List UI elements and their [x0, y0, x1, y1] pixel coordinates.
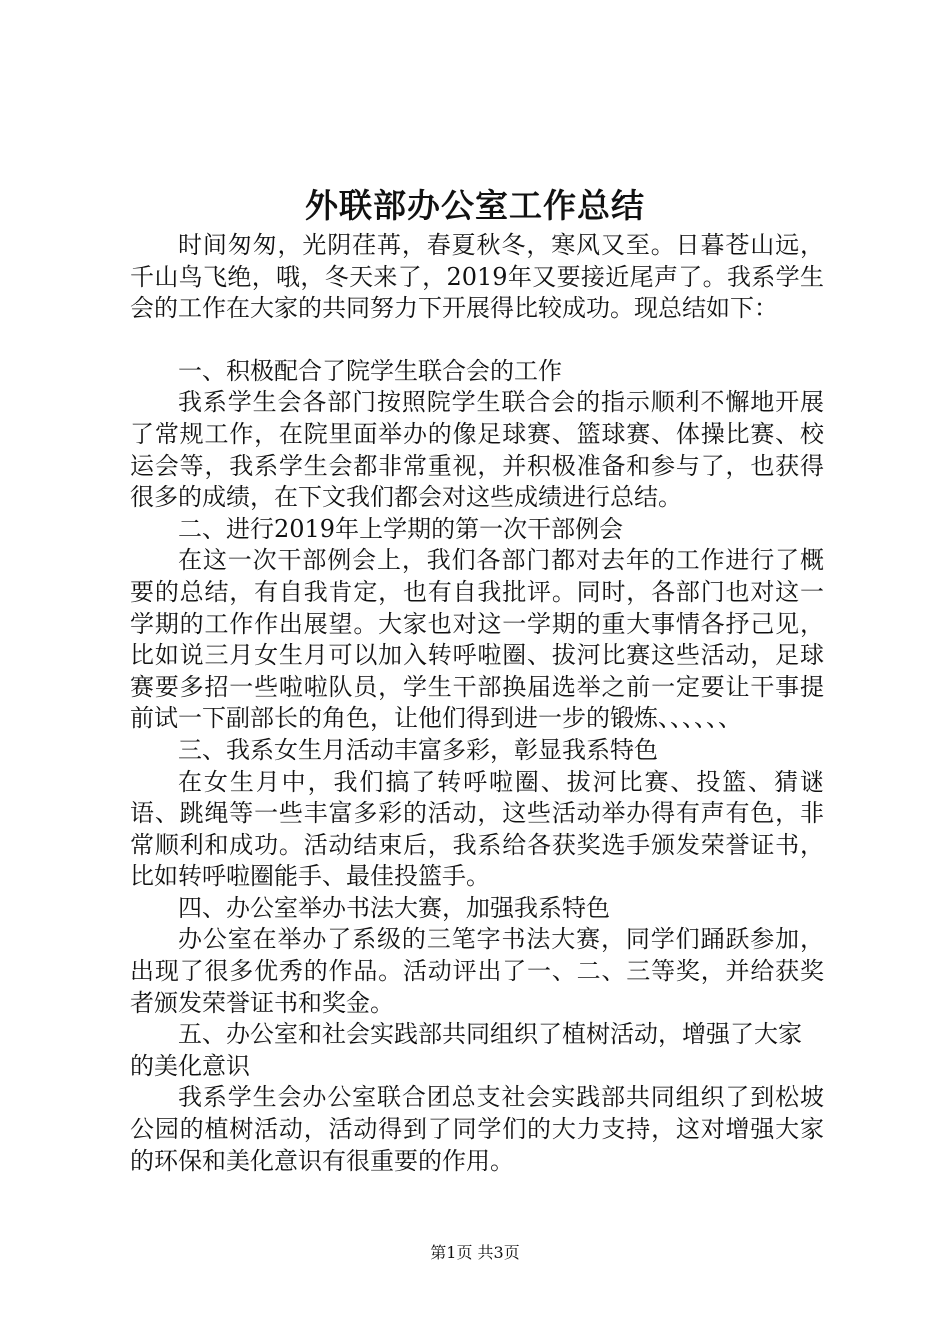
section-2-paragraph: 在这一次干部例会上，我们各部门都对去年的工作进行了概要的总结，有自我肯定，也有自我批评。同时，各部门也对这一学期的工作作出展望。大家也对这一学期的重大事情各抒己见，比如说三月女生月可以加入转呼啦圈、拔河比赛这些活动，足球赛要多招一些啦啦队员，学生干部换届选举之前一定要让干事提前试一下副部长的角色，让他们得到进一步的锻炼、、、、、、: [130, 546, 824, 733]
section-3-paragraph: 在女生月中，我们搞了转呼啦圈、拔河比赛、投篮、猜谜语、跳绳等一些丰富多彩的活动，这些活动举办得有声有色，非常顺利和成功。活动结束后，我系给各获奖选手颁发荣誉证书，比如转呼啦圈能手、最佳投篮手。: [130, 767, 824, 891]
page-number-footer: 第1页 共3页: [430, 1243, 520, 1262]
document-body: [130, 230, 824, 1177]
section-4-paragraph: 办公室在举办了系级的三笔字书法大赛，同学们踊跃参加，出现了很多优秀的作品。活动评出了一、二、三等奖，并给获奖者颁发荣誉证书和奖金。: [130, 925, 824, 1017]
section-1-paragraph: 我系学生会各部门按照院学生联合会的指示顺利不懈地开展了常规工作，在院里面举办的像足球赛、篮球赛、体操比赛、校运会等，我系学生会都非常重视，并积极准备和参与了，也获得很多的成绩，在下文我们都会对这些成绩进行总结。: [130, 388, 824, 512]
section-5-heading: 五、办公室和社会实践部共同组织了植树活动，增强了大家的美化意识: [130, 1020, 802, 1080]
section-1-heading: 一、积极配合了院学生联合会的工作: [178, 356, 562, 385]
section-4-heading: 四、办公室举办书法大赛，加强我系特色: [178, 893, 610, 922]
section-2-heading: 二、进行2019年上学期的第一次干部例会: [178, 514, 624, 543]
section-3-heading: 三、我系女生月活动丰富多彩，彰显我系特色: [178, 735, 658, 764]
section-5-paragraph: 我系学生会办公室联合团总支社会实践部共同组织了到松坡公园的植树活动，活动得到了同学们的大力支持，这对增强大家的环保和美化意识有很重要的作用。: [130, 1083, 824, 1175]
document-title: 外联部办公室工作总结: [305, 186, 645, 225]
intro-paragraph: 时间匆匆，光阴荏苒，春夏秋冬，寒风又至。日暮苍山远，千山鸟飞绝，哦，冬天来了，2019年又要接近尾声了。我系学生会的工作在大家的共同努力下开展得比较成功。现总结如下：: [130, 231, 824, 323]
